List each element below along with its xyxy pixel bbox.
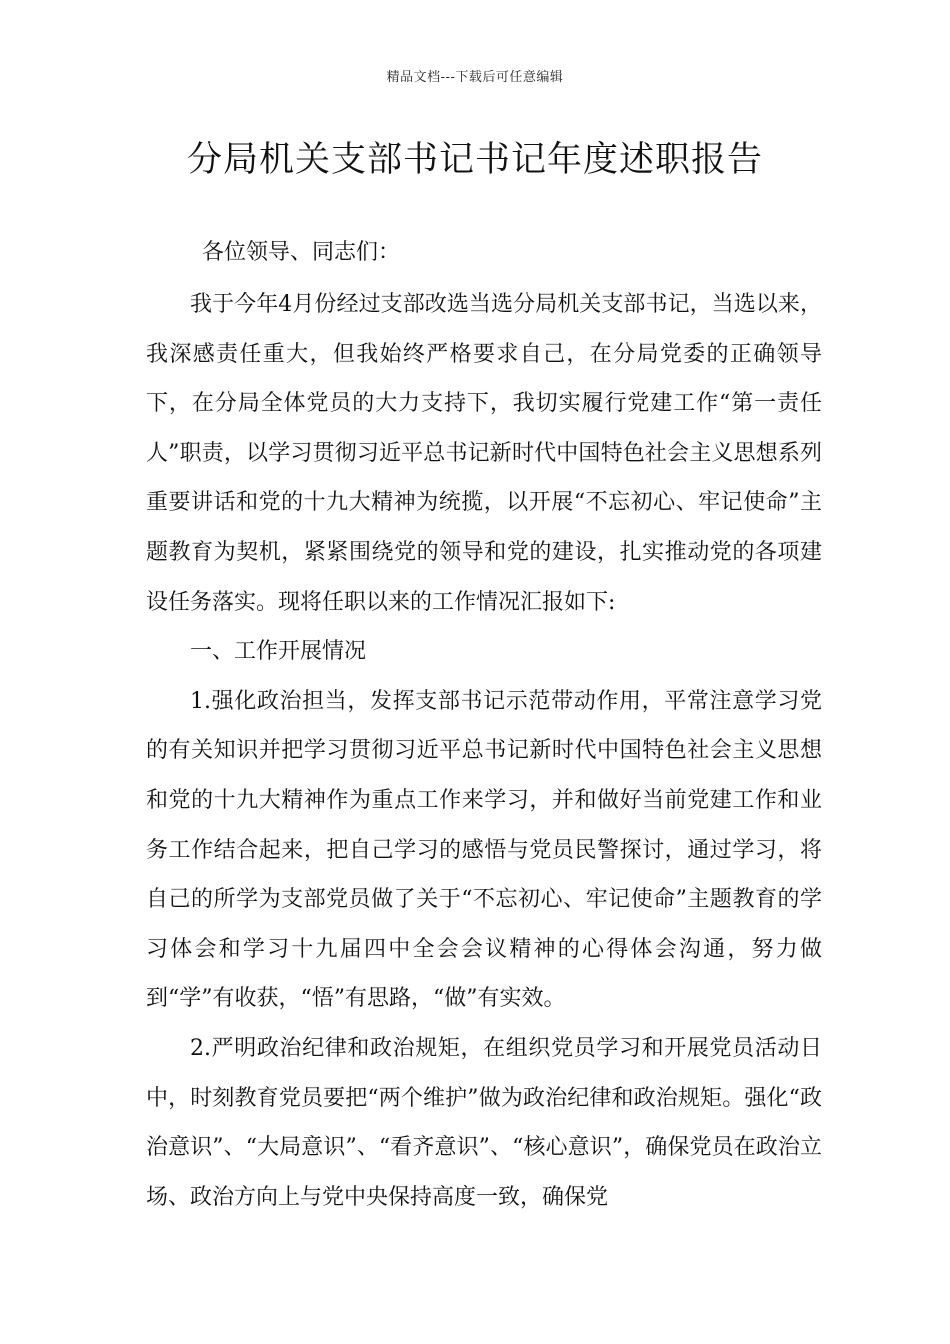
salutation: 各位领导、同志们：: [202, 240, 401, 265]
document-body: [146, 230, 822, 1222]
section-heading: 一、工作开展情况: [190, 639, 367, 665]
item-1-paragraph: 1.强化政治担当，发挥支部书记示范带动作用，平常注意学习党的有关知识并把学习贯彻习近平总书记新时代中国特色社会主义思想和党的十九大精神作为重点工作来学习，并和做好当前党建工作和业务工作结合起来，把自己学习的感悟与党员民警探讨，通过学习，将自己的所学为支部党员做了关于“不忘初心、牢记使命”主题教育的学习体会和学习十九届四中全会会议精神的心得体会沟通，努力做到“学”有收获，“悟”有思路，“做”有实效。: [146, 688, 822, 1012]
header-note: 精品文档---下载后可任意编辑: [386, 70, 564, 85]
item-2-paragraph: 2.严明政治纪律和政治规矩，在组织党员学习和开展党员活动日中，时刻教育党员要把“两个维护”做为政治纪律和政治规矩。强化“政治意识”、“大局意识”、“看齐意识”、“核心意识”，确保党员在政治立场、政治方向上与党中央保持高度一致，确保党: [146, 1035, 822, 1210]
document-title: 分局机关支部书记书记年度述职报告: [186, 140, 763, 180]
intro-paragraph: 我于今年4月份经过支部改选当选分局机关支部书记，当选以来，我深感责任重大，但我始终严格要求自己，在分局党委的正确领导下，在分局全体党员的大力支持下，我切实履行党建工作“第一责任人”职责，以学习贯彻习近平总书记新时代中国特色社会主义思想系列重要讲话和党的十九大精神为统揽，以开展“不忘初心、牢记使命”主题教育为契机，紧紧围绕党的领导和党的建设，扎实推动党的各项建设任务落实。现将任职以来的工作情况汇报如下:: [146, 292, 822, 615]
